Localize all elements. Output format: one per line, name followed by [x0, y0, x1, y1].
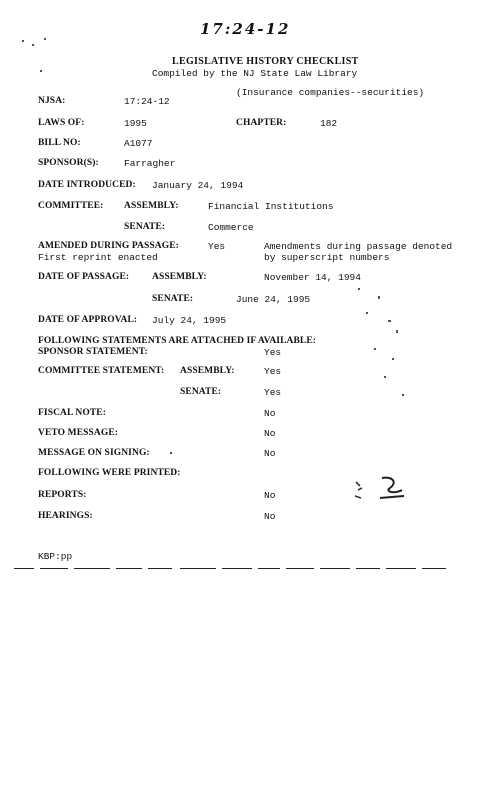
sponsors-value: Farragher — [124, 158, 176, 169]
passage-assembly-value: November 14, 1994 — [264, 272, 361, 283]
printed-heading: FOLLOWING WERE PRINTED: — [38, 468, 181, 478]
committee-statement-assembly-value: Yes — [264, 366, 282, 377]
amended-note-line2: by superscript numbers — [264, 252, 390, 263]
laws-of-value: 1995 — [124, 118, 147, 129]
handwritten-section-number: 17:24-12 — [200, 20, 291, 38]
amended-label: AMENDED DURING PASSAGE: — [38, 241, 179, 251]
passage-senate-value: June 24, 1995 — [236, 294, 311, 305]
hearings-value: No — [264, 511, 276, 522]
veto-message-value: No — [264, 428, 276, 439]
chapter-value: 182 — [320, 118, 338, 129]
message-on-signing-label: MESSAGE ON SIGNING: — [38, 448, 150, 458]
committee-statement-assembly-label: ASSEMBLY: — [180, 366, 235, 376]
sponsor-statement-value: Yes — [264, 347, 282, 358]
sponsors-label: SPONSOR(S): — [38, 158, 99, 168]
committee-statement-senate-label: SENATE: — [180, 387, 222, 397]
committee-assembly-label: ASSEMBLY: — [124, 201, 179, 211]
reports-label: REPORTS: — [38, 490, 87, 500]
bill-no-value: A1077 — [124, 138, 153, 149]
chapter-label: CHAPTER: — [236, 118, 287, 128]
date-of-approval-label: DATE OF APPROVAL: — [38, 315, 138, 325]
fiscal-note-value: No — [264, 408, 276, 419]
committee-senate-label: SENATE: — [124, 222, 166, 232]
committee-senate-value: Commerce — [208, 222, 254, 233]
committee-assembly-value: Financial Institutions — [208, 201, 334, 212]
statements-heading: FOLLOWING STATEMENTS ARE ATTACHED IF AVAILABLE: — [38, 336, 317, 346]
date-of-approval-value: July 24, 1995 — [152, 315, 227, 326]
checklist-subtitle: Compiled by the NJ State Law Library — [152, 68, 358, 79]
checklist-title: LEGISLATIVE HISTORY CHECKLIST — [172, 56, 359, 67]
passage-senate-label: SENATE: — [152, 294, 194, 304]
subject-line: (Insurance companies--securities) — [236, 87, 425, 98]
sponsor-statement-label: SPONSOR STATEMENT: — [38, 347, 148, 357]
amended-value: Yes — [208, 241, 226, 252]
amended-note-line1: Amendments during passage denoted — [264, 241, 453, 252]
hearings-label: HEARINGS: — [38, 511, 93, 521]
passage-assembly-label: ASSEMBLY: — [152, 272, 207, 282]
njsa-value: 17:24-12 — [124, 96, 170, 107]
laws-of-label: LAWS OF: — [38, 118, 85, 128]
message-on-signing-value: No — [264, 448, 276, 459]
date-of-passage-label: DATE OF PASSAGE: — [38, 272, 130, 282]
date-introduced-label: DATE INTRODUCED: — [38, 180, 136, 190]
stamp-mark — [352, 472, 412, 508]
committee-label: COMMITTEE: — [38, 201, 104, 211]
fiscal-note-label: FISCAL NOTE: — [38, 408, 106, 418]
reports-value: No — [264, 490, 276, 501]
date-introduced-value: January 24, 1994 — [152, 180, 244, 191]
committee-statement-label: COMMITTEE STATEMENT: — [38, 366, 165, 376]
njsa-label: NJSA: — [38, 96, 66, 106]
veto-message-label: VETO MESSAGE: — [38, 428, 119, 438]
typist-initials: KBP:pp — [38, 551, 73, 562]
bill-no-label: BILL NO: — [38, 138, 81, 148]
committee-statement-senate-value: Yes — [264, 387, 282, 398]
amended-reprint: First reprint enacted — [38, 252, 158, 263]
